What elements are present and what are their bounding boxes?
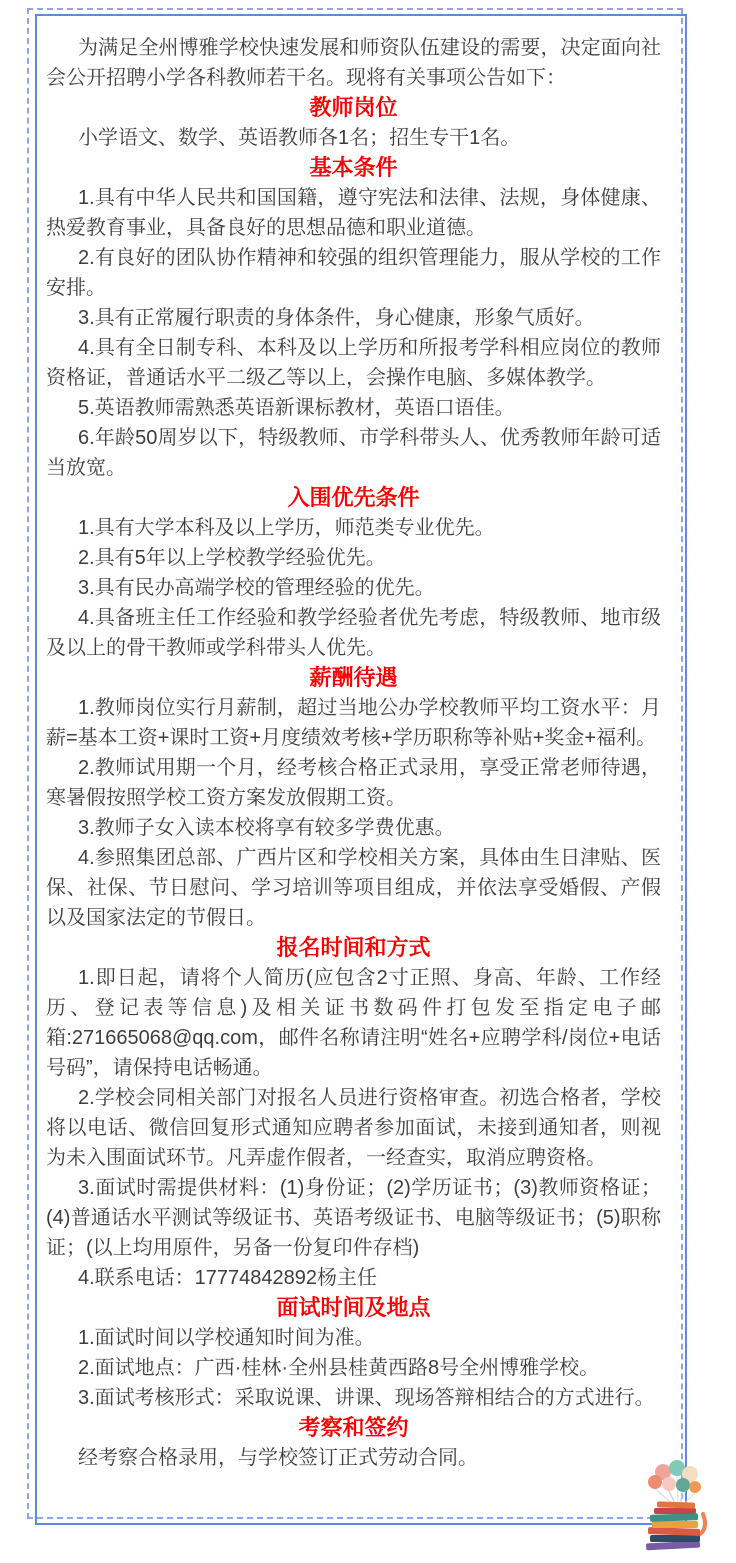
section-paragraph: 1.即日起，请将个人简历(应包含2寸正照、身高、年龄、工作经历、登记表等信息)及相关证书数码件打包发至指定电子邮箱:271665068@qq.com，邮件名称请注明“姓名+应聘学科/岗位+电话号码”，请保持电话畅通。	[46, 967, 661, 1079]
book-stack-icon	[646, 1501, 700, 1550]
section-paragraph: 5.英语教师需熟悉英语新课标教材，英语口语佳。	[78, 397, 515, 419]
section-heading: 考察和签约	[298, 1415, 409, 1440]
section-paragraph: 6.年龄50周岁以下，特级教师、市学科带头人、优秀教师年龄可适当放宽。	[46, 427, 661, 479]
section-paragraph: 4.具有全日制专科、本科及以上学历和所报考学科相应岗位的教师资格证，普通话水平二级乙等以上，会操作电脑、多媒体教学。	[46, 337, 661, 389]
announcement-section	[46, 1293, 661, 1413]
section-heading: 报名时间和方式	[276, 935, 431, 960]
section-paragraph: 1.面试时间以学校通知时间为准。	[78, 1327, 375, 1349]
announcement-section	[46, 663, 661, 933]
announcement-section	[46, 933, 661, 1293]
announcement-section	[46, 93, 661, 153]
section-paragraph: 4.具备班主任工作经验和教学经验者优先考虑，特级教师、地市级及以上的骨干教师或学科带头人优先。	[46, 607, 661, 659]
section-paragraph: 2.学校会同相关部门对报名人员进行资格审查。初选合格者，学校将以电话、微信回复形式通知应聘者参加面试，未接到通知者，则视为未入围面试环节。凡弄虚作假者，一经查实，取消应聘资格。	[46, 1087, 661, 1169]
section-paragraph: 2.具有5年以上学校教学经验优先。	[78, 547, 386, 569]
section-paragraph: 2.有良好的团队协作精神和较强的组织管理能力，服从学校的工作安排。	[46, 247, 661, 299]
section-heading: 面试时间及地点	[276, 1295, 431, 1320]
announcement-body	[46, 33, 661, 1473]
section-paragraph: 小学语文、数学、英语教师各1名；招生专干1名。	[78, 127, 521, 149]
section-paragraph: 4.参照集团总部、广西片区和学校相关方案，具体由生日津贴、医保、社保、节日慰问、学习培训等项目组成，并依法享受婚假、产假以及国家法定的节假日。	[46, 847, 661, 929]
announcement-section	[46, 1413, 661, 1473]
section-heading: 薪酬待遇	[309, 665, 398, 690]
section-paragraph: 2.面试地点：广西·桂林·全州县桂黄西路8号全州博雅学校。	[78, 1357, 600, 1379]
books-and-balloons-illustration	[633, 1458, 717, 1554]
section-paragraph: 1.教师岗位实行月薪制，超过当地公办学校教师平均工资水平：月薪=基本工资+课时工资+月度绩效考核+学历职称等补贴+奖金+福利。	[46, 697, 661, 749]
section-paragraph: 4.联系电话：17774842892杨主任	[78, 1267, 378, 1289]
announcement-section	[46, 153, 661, 483]
section-heading: 入围优先条件	[287, 485, 420, 510]
section-paragraph: 1.具有中华人民共和国国籍，遵守宪法和法律、法规，身体健康、热爱教育事业，具备良好的思想品德和职业道德。	[46, 187, 661, 239]
section-paragraph: 3.具有民办高端学校的管理经验的优先。	[78, 577, 435, 599]
section-paragraph: 3.面试考核形式：采取说课、讲课、现场答辩相结合的方式进行。	[78, 1387, 655, 1409]
section-paragraph: 2.教师试用期一个月，经考核合格正式录用，享受正常老师待遇，寒暑假按照学校工资方案发放假期工资。	[46, 757, 661, 809]
section-paragraph: 1.具有大学本科及以上学历，师范类专业优先。	[78, 517, 495, 539]
section-paragraph: 3.教师子女入读本校将享有较多学费优惠。	[78, 817, 455, 839]
section-paragraph: 3.面试时需提供材料：(1)身份证；(2)学历证书；(3)教师资格证；(4)普通话水平测试等级证书、英语考级证书、电脑等级证书；(5)职称证；(以上均用原件，另备一份复印件存档)	[46, 1177, 661, 1259]
section-paragraph: 经考察合格录用，与学校签订正式劳动合同。	[78, 1447, 478, 1469]
section-paragraph: 3.具有正常履行职责的身体条件，身心健康，形象气质好。	[78, 307, 595, 329]
announcement-section	[46, 483, 661, 663]
intro-paragraph: 为满足全州博雅学校快速发展和师资队伍建设的需要，决定面向社会公开招聘小学各科教师若干名。现将有关事项公告如下：	[46, 37, 661, 89]
sections-container	[46, 93, 661, 1473]
section-heading: 教师岗位	[309, 95, 398, 120]
section-heading: 基本条件	[309, 155, 398, 180]
balloons-icon	[648, 1460, 701, 1493]
